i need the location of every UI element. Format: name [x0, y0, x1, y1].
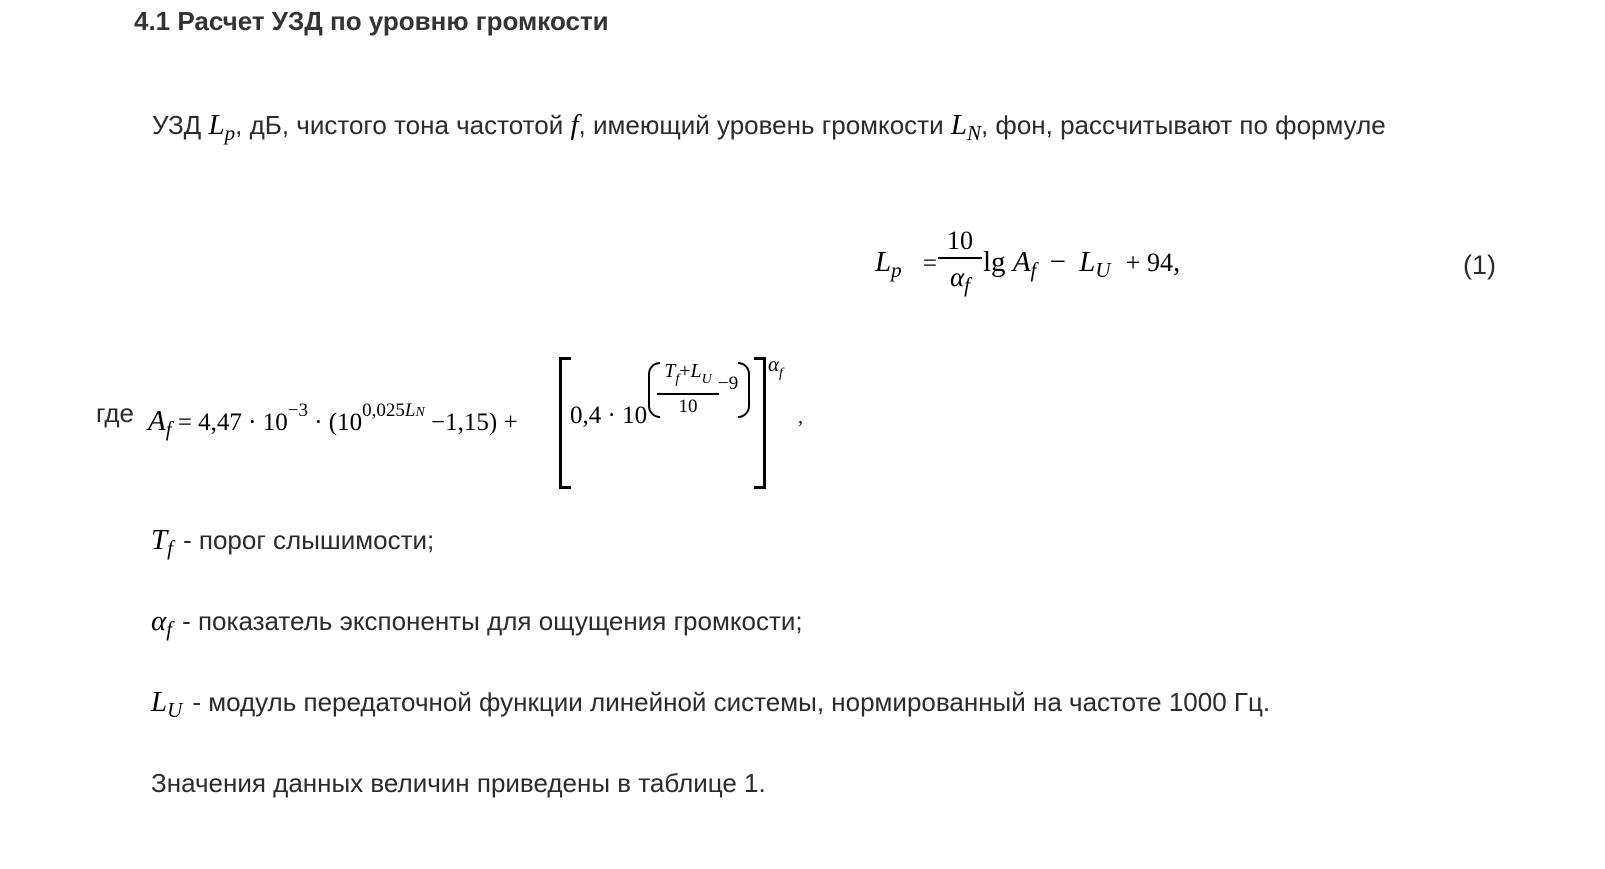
exponent-group — [648, 358, 756, 422]
intro-text-4: , фон, рассчитывают по формуле — [980, 110, 1386, 140]
exponent-fraction — [657, 358, 719, 419]
exponent-numerator: $T_f+L_U$ — [664, 360, 712, 387]
formula-1-fraction — [938, 226, 982, 302]
formula-1-rest: $\lg A_f - L_U + 94$, — [983, 246, 1181, 282]
definition-tf: $T_f$ - порог слышимости; — [151, 524, 435, 560]
formula-1-lhs: $L_p$ = — [875, 246, 937, 282]
symbol-lp: $L_p$ — [208, 109, 236, 145]
formula-2 — [148, 352, 828, 492]
closing-sentence: Значения данных величин приведены в таблице 1. — [151, 768, 766, 798]
fraction-denominator: $\alpha_f$ — [949, 261, 971, 297]
bracket-exponent: $\alpha_f$ — [768, 352, 783, 381]
definition-alpha: $\alpha_f$ - показатель экспоненты для ощущения громкости; — [151, 605, 803, 641]
fraction-bar — [938, 257, 982, 259]
right-bracket — [754, 357, 766, 489]
fraction-numerator: 10 — [947, 226, 973, 255]
symbol-ln: $L_N$ — [950, 109, 981, 145]
symbol-f: f — [570, 109, 579, 141]
formula-2-comma: , — [798, 406, 803, 428]
intro-paragraph — [96, 104, 1501, 155]
intro-text-1: УЗД — [152, 110, 202, 140]
definition-lu: $L_U$ - модуль передаточной функции линейной системы, нормированный на частоте 1000 Гц. — [151, 686, 1271, 722]
exponent-denominator: 10 — [678, 395, 698, 417]
right-paren — [738, 362, 750, 418]
bracket-inner: 0,4 · 10 — [570, 402, 648, 429]
where-label: где — [96, 398, 134, 428]
formula-2-main: $A_f = 4,47 \cdot 10^{-3} \cdot (10^{0,025LN} -1,15)$ + — [148, 400, 518, 441]
equation-number: (1) — [1463, 250, 1496, 280]
section-heading: 4.1 Расчет УЗД по уровню громкости — [134, 6, 609, 36]
intro-text-3: , имеющий уровень громкости — [578, 110, 944, 140]
exponent-minus9: −9 — [718, 373, 739, 394]
intro-text-2: , дБ, чистого тона частотой — [235, 110, 564, 140]
